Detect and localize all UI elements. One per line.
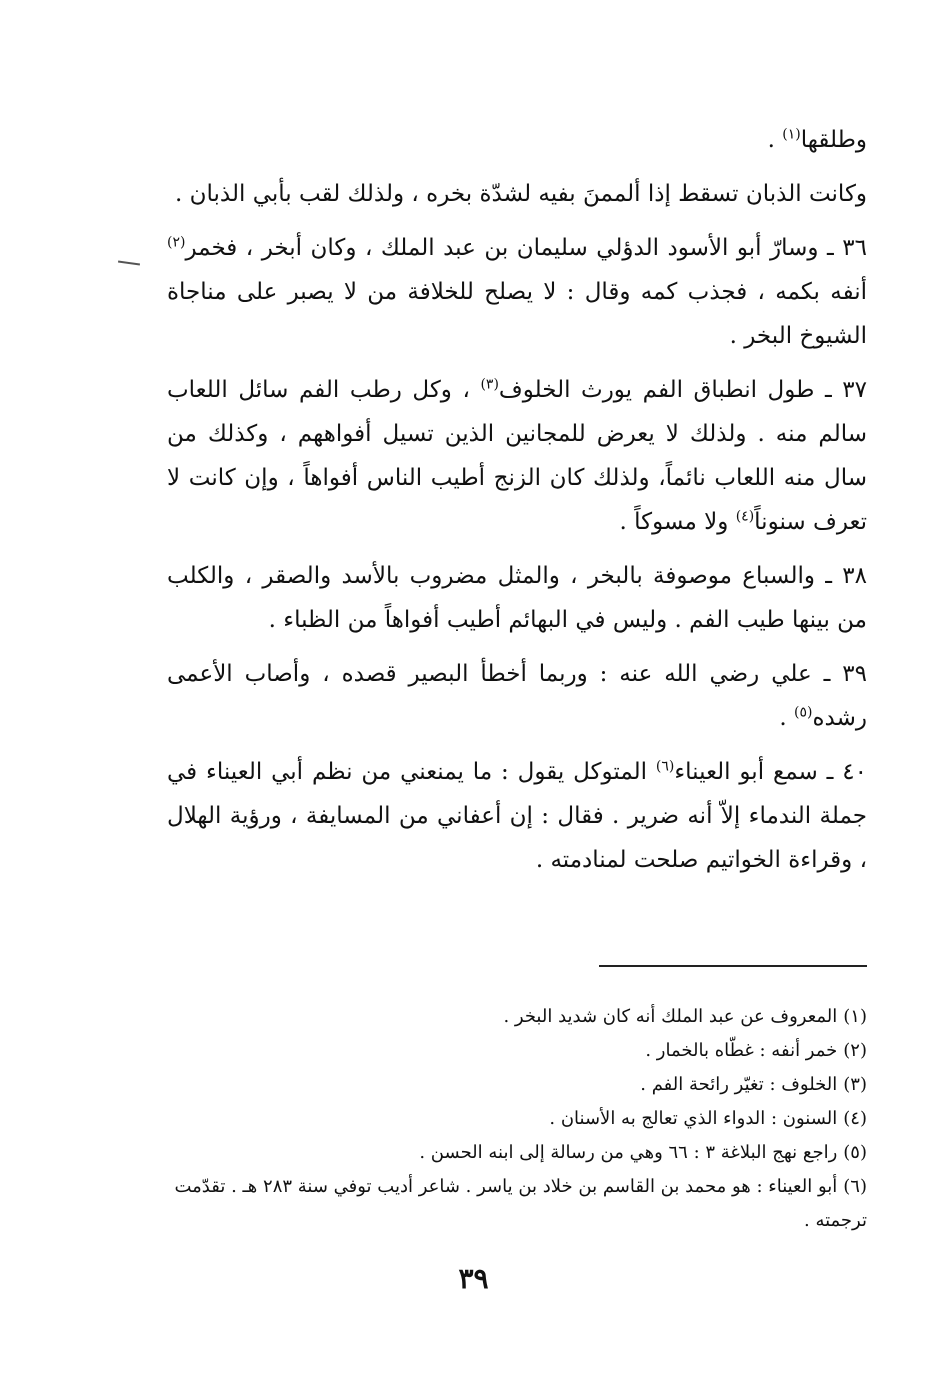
footnote-text: أبو العيناء : هو محمد بن القاسم بن خلاد بن ياسر . شاعر أديب توفي سنة ٢٨٣ هـ . تقدّمت ترجمته . [174,1176,867,1231]
footnote-item [147,1034,867,1068]
footnote-number: (٢) [843,1040,867,1061]
paragraph-text: ولا مسوكاً . [619,509,736,535]
paragraph-text: أنفه بكمه ، فجذب كمه وقال : لا يصلح للخلافة من لا يصبر على مناجاة الشيوخ البخر . [167,279,867,349]
footnote-divider [599,965,867,967]
footnote-text: راجع نهج البلاغة ٣ : ٦٦ وهي من رسالة إلى ابنه الحسن . [419,1142,838,1163]
footnote-text: خمر أنفه : غطّاه بالخمار . [645,1040,838,1061]
paragraph-text: ٣٩ ـ علي رضي الله عنه : وربما أخطأ البصير قصده ، وأصاب الأعمى رشده [167,661,867,731]
paragraph-text: ٣٧ ـ طول انطباق الفم يورث الخلوف [498,377,868,403]
scan-mark [118,260,140,265]
footnote-number: (١) [843,1006,867,1027]
footnote-item [147,1170,867,1238]
footnotes [147,1000,867,1238]
paragraph [167,172,867,216]
footnote-text: المعروف عن عبد الملك أنه كان شديد البخر . [503,1006,838,1027]
footnote-ref: (٢) [167,234,186,251]
footnote-ref: (٦) [655,758,675,775]
footnote-ref: (٣) [480,376,499,393]
footnote-item [147,1102,867,1136]
footnote-number: (٥) [843,1142,867,1163]
main-text [167,118,867,892]
footnote-number: (٦) [843,1176,867,1197]
footnote-text: الخلوف : تغيّر رائحة الفم . [640,1074,838,1095]
paragraph-text: المتوكل يقول : ما يمنعني من نظم أبي العيناء في جملة الندماء إلاّ أنه ضرير . فقال : إن أعفاني من المسايفة ، ورؤية الهلال ، وقراءة الخواتيم صلحت لمنادمته . [167,759,867,873]
paragraph [167,652,867,740]
paragraph-text: ٣٦ ـ وسارّ أبو الأسود الدؤلي سليمان بن عبد الملك ، وكان أبخر ، فخمر [185,235,867,261]
page-number: ٣٩ [458,1262,489,1295]
paragraph [167,554,867,642]
footnote-item [147,1000,867,1034]
paragraph-text: . [779,705,795,731]
footnote-number: (٤) [843,1108,867,1129]
footnote-number: (٣) [843,1074,867,1095]
footnote-item [147,1136,867,1170]
paragraph [167,750,867,882]
paragraph-text: ، وكل رطب الفم سائل اللعاب سالم منه . ولذلك لا يعرض للمجانين الذين تسيل أفواههم ، وكذلك من سال منه اللعاب نائماً، ولذلك كان الزنج أطيب الناس أفواهاً ، وإن كانت لا تعرف سنوناً [167,377,867,535]
footnote-ref: (٤) [735,508,755,525]
paragraph-text: وطلقها [800,127,867,153]
paragraph-text: . [767,127,783,153]
footnote-ref: (٥) [794,704,813,721]
paragraph-text: ٤٠ ـ سمع أبو العيناء [674,759,867,785]
footnote-text: السنون : الدواء الذي تعالج به الأسنان . [549,1108,838,1129]
paragraph [167,226,867,358]
footnote-ref: (١) [782,126,801,143]
paragraph [167,368,867,544]
paragraph-text: وكانت الذبان تسقط إذا ألممنَ بفيه لشدّة بخره ، ولذلك لقب بأبي الذبان . [174,181,867,207]
paragraph-text: ٣٨ ـ والسباع موصوفة بالبخر ، والمثل مضروب بالأسد والصقر ، والكلب من بينها طيب الفم . وليس في البهائم أطيب أفواهاً من الظباء . [167,563,867,633]
paragraph [167,118,867,162]
footnote-item [147,1068,867,1102]
